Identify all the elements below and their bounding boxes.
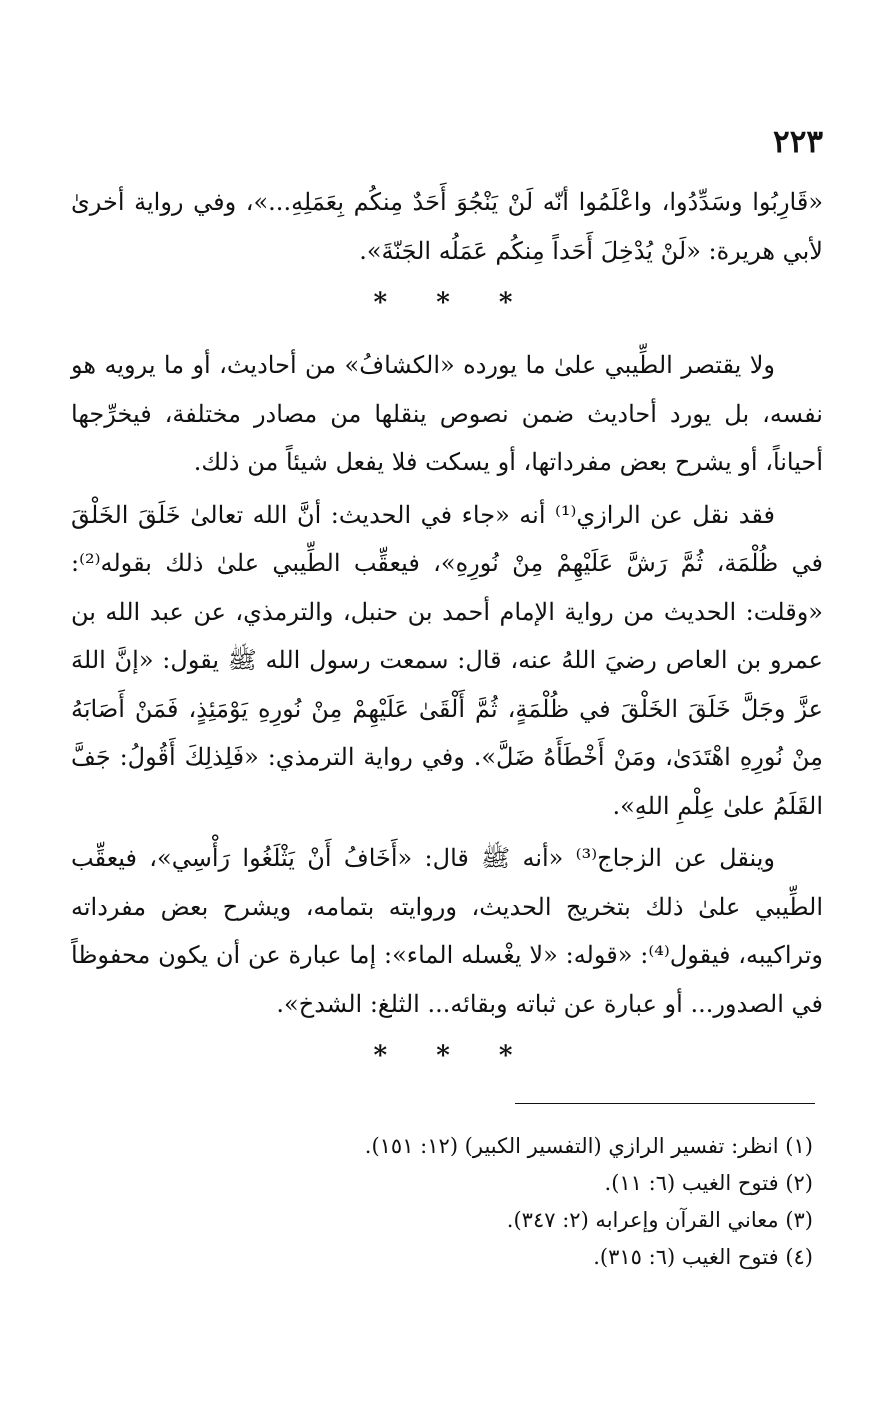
footnote-item: (٣) معاني القرآن وإعرابه (٢: ٣٤٧). — [506, 1208, 813, 1232]
section-separator: * * * — [373, 1041, 513, 1071]
section-separator: * * * — [373, 288, 513, 318]
paragraph-tibi-method: ولا يقتصر الطِّيبي علىٰ ما يورده «الكشافُ» من أحاديث، أو ما يرويه هو نفسه، بل يورد أحاديث ضمن نصوص ينقلها من مصادر مختلفة، فيخرِّجها أحياناً، أو يشرح بعض مفرداتها، أو يسكت فلا يفعل شيئاً من ذلك. — [71, 351, 823, 476]
paragraph-razi-example: فقد نقل عن الرازي⁽¹⁾ أنه «جاء في الحديث: أنَّ الله تعالىٰ خَلَقَ الخَلْقَ في ظُلْمَة، ثُمَّ رَشَّ عَلَيْهِمْ مِنْ نُورِهِ»، فيعقِّب الطِّيبي علىٰ ذلك بقوله⁽²⁾: «وقلت: الحديث من رواية الإمام أحمد بن حنبل، والترمذي، عن عبد الله بن عمرو بن العاص رضيَ اللهُ عنه، قال: سمعت رسول الله ﷺ يقول: «إنَّ اللهَ عزَّ وجَلَّ خَلَقَ الخَلْقَ في ظُلْمَةٍ، ثُمَّ أَلْقَىٰ عَلَيْهِمْ مِنْ نُورِهِ يَوْمَئِذٍ، فَمَنْ أَصَابَهُ مِنْ نُورِهِ اهْتَدَىٰ، ومَنْ أَخْطَأَهُ ضَلَّ». وفي رواية الترمذي: «فَلِذلِكَ أَقُولُ: جَفَّ القَلَمُ علىٰ عِلْمِ اللهِ». — [71, 500, 824, 820]
paragraph-hadith-quote: «قَارِبُوا وسَدِّدُوا، واعْلَمُوا أنّه لَنْ يَنْجُوَ أَحَدٌ مِنكُم بِعَمَلِهِ...»، وفي رواية أخرىٰ لأبي هريرة: «لَنْ يُدْخِلَ أَحَداً مِنكُم عَمَلُه الجَنّةَ». — [71, 188, 823, 265]
footnote-item: (٢) فتوح الغيب (٦: ١١). — [604, 1171, 813, 1195]
paragraph-zajjaj-example: وينقل عن الزجاج⁽³⁾ «أنه ﷺ قال: «أَخَافُ أَنْ يَثْلَغُوا رَأْسِي»، فيعقِّب الطِّيبي علىٰ ذلك بتخريج الحديث، وروايته بتمامه، ويشرح بعض مفرداته وتراكيبه، فيقول⁽⁴⁾: «قوله: «لا يغْسله الماء»: إما عبارة عن أن يكون محفوظاً في الصدور... أو عبارة عن ثباته وبقائه... الثلغ: الشدخ». — [71, 844, 823, 1018]
footnote-divider — [515, 1103, 815, 1104]
footnote-item: (١) انظر: تفسير الرازي (التفسير الكبير) (١٢: ١٥١). — [364, 1134, 813, 1158]
footnotes-list — [213, 1128, 813, 1276]
page-number: ٢٢٣ — [773, 124, 823, 160]
main-text — [71, 178, 823, 1094]
footnote-item: (٤) فتوح الغيب (٦: ٣١٥). — [593, 1245, 813, 1269]
